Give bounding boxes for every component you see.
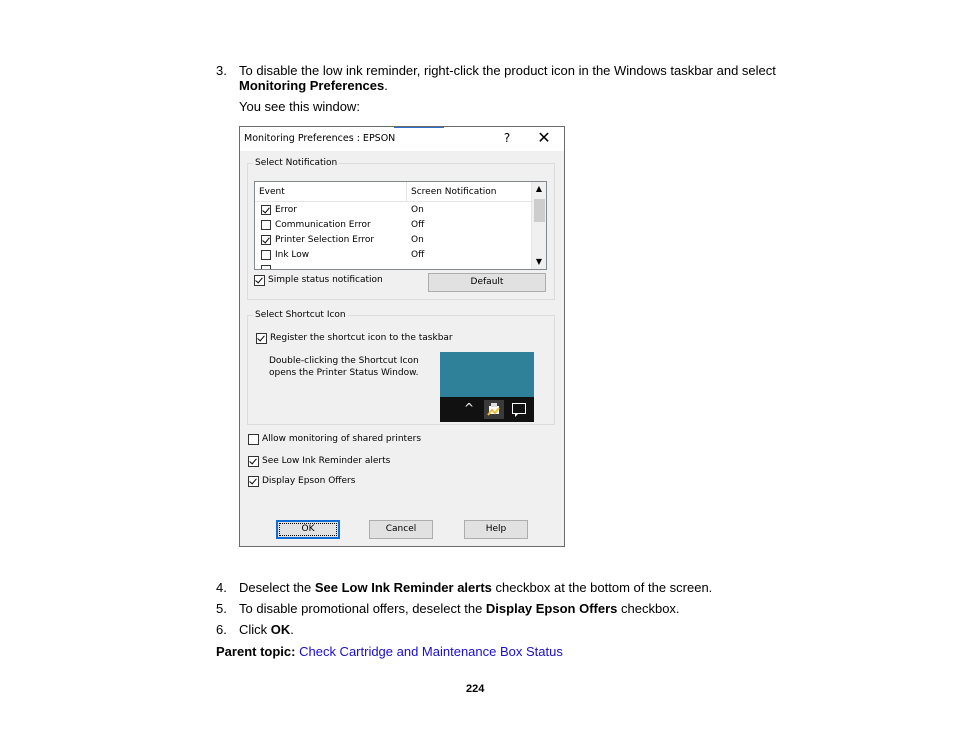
ok-button[interactable] (276, 520, 340, 539)
see-window-text: You see this window: (239, 99, 360, 114)
bold-term: See Low Ink Reminder alerts (314, 580, 492, 595)
row-value: On (411, 235, 424, 245)
step-text: To disable the low ink reminder, right-click the product icon in the Windows taskbar and select (239, 63, 776, 78)
checkbox-label: See Low Ink Reminder alerts (262, 456, 391, 466)
checkbox-label: Register the shortcut icon to the taskbar (270, 333, 453, 343)
bold-term: OK (270, 622, 291, 637)
dialog-titlebar (240, 127, 564, 151)
row-checkbox[interactable] (261, 205, 271, 215)
row-event: Ink Low (275, 250, 310, 260)
checkbox-box[interactable] (248, 476, 259, 487)
list-header (255, 182, 531, 202)
step-text-line2 (239, 78, 388, 93)
column-event[interactable]: Event (259, 187, 285, 197)
checkbox-box[interactable] (254, 275, 265, 286)
row-checkbox[interactable] (261, 235, 271, 245)
step-number: 6. (216, 622, 227, 637)
checkbox-label: Allow monitoring of shared printers (262, 434, 422, 444)
bold-term: Display Epson Offers (485, 601, 618, 616)
help-button[interactable]: Help (464, 520, 528, 539)
column-separator (406, 182, 407, 202)
shortcut-description (269, 355, 419, 379)
message-icon (512, 403, 526, 414)
group-label: Select Notification (255, 158, 338, 168)
row-checkbox[interactable] (261, 250, 271, 260)
description-line: Double-clicking the Shortcut Icon (269, 356, 419, 366)
chevron-up-icon: ^ (464, 401, 475, 415)
step-number: 5. (216, 601, 227, 616)
text-segment: . (290, 622, 294, 637)
scroll-up-icon[interactable]: ▲ (535, 184, 543, 193)
monitoring-preferences-dialog (239, 126, 565, 547)
parent-topic (216, 644, 563, 659)
select-notification-group (247, 158, 555, 300)
close-icon[interactable]: ✕ (537, 128, 551, 147)
text-segment: checkbox at the bottom of the screen. (491, 580, 713, 595)
help-icon[interactable]: ? (503, 131, 511, 145)
checkbox-label: Simple status notification (268, 275, 383, 285)
checkbox-box[interactable] (248, 456, 259, 467)
bold-term: Monitoring Preferences (239, 78, 385, 93)
description-line: opens the Printer Status Window. (269, 368, 419, 378)
text-segment: Deselect the (239, 580, 315, 595)
scroll-thumb[interactable] (534, 199, 545, 222)
default-button[interactable]: Default (428, 273, 546, 292)
checkbox-label: Display Epson Offers (262, 476, 356, 486)
row-value: Off (411, 220, 425, 230)
list-item[interactable] (255, 233, 531, 248)
title-accent-line (394, 127, 444, 128)
step-text (239, 580, 712, 595)
taskbar-preview-image (440, 352, 534, 422)
text-segment: Click (239, 622, 271, 637)
list-scrollbar[interactable] (531, 182, 546, 269)
column-screen-notification[interactable]: Screen Notification (411, 187, 497, 197)
scroll-down-icon[interactable]: ▼ (535, 257, 543, 266)
focus-rect (279, 523, 337, 536)
ok-label: OK (301, 524, 315, 534)
group-label: Select Shortcut Icon (255, 310, 346, 320)
list-item-partial[interactable] (255, 263, 531, 270)
row-event: Printer Selection Error (275, 235, 375, 245)
step-number: 4. (216, 580, 227, 595)
step-number: 3. (216, 63, 227, 78)
checkbox-box[interactable] (256, 333, 267, 344)
parent-topic-label: Parent topic: (216, 644, 296, 659)
text-segment: checkbox. (617, 601, 680, 616)
text-segment: To disable promotional offers, deselect the (239, 601, 486, 616)
printer-status-icon (484, 400, 504, 419)
row-value: On (411, 205, 424, 215)
page-number: 224 (466, 683, 485, 695)
punctuation: . (384, 78, 388, 93)
step-text (239, 622, 294, 637)
row-checkbox[interactable] (261, 265, 271, 270)
row-checkbox[interactable] (261, 220, 271, 230)
row-value: Off (411, 250, 425, 260)
row-event: Communication Error (275, 220, 371, 230)
dialog-title: Monitoring Preferences : EPSON (244, 133, 396, 144)
row-event: Error (275, 205, 297, 215)
notification-list[interactable] (254, 181, 547, 270)
cancel-button[interactable]: Cancel (369, 520, 433, 539)
taskbar (440, 397, 534, 422)
list-item[interactable] (255, 248, 531, 263)
list-item[interactable] (255, 218, 531, 233)
step-text (239, 601, 680, 616)
list-item[interactable] (255, 203, 531, 218)
parent-topic-link[interactable]: Check Cartridge and Maintenance Box Status (299, 644, 563, 659)
checkbox-box[interactable] (248, 434, 259, 445)
